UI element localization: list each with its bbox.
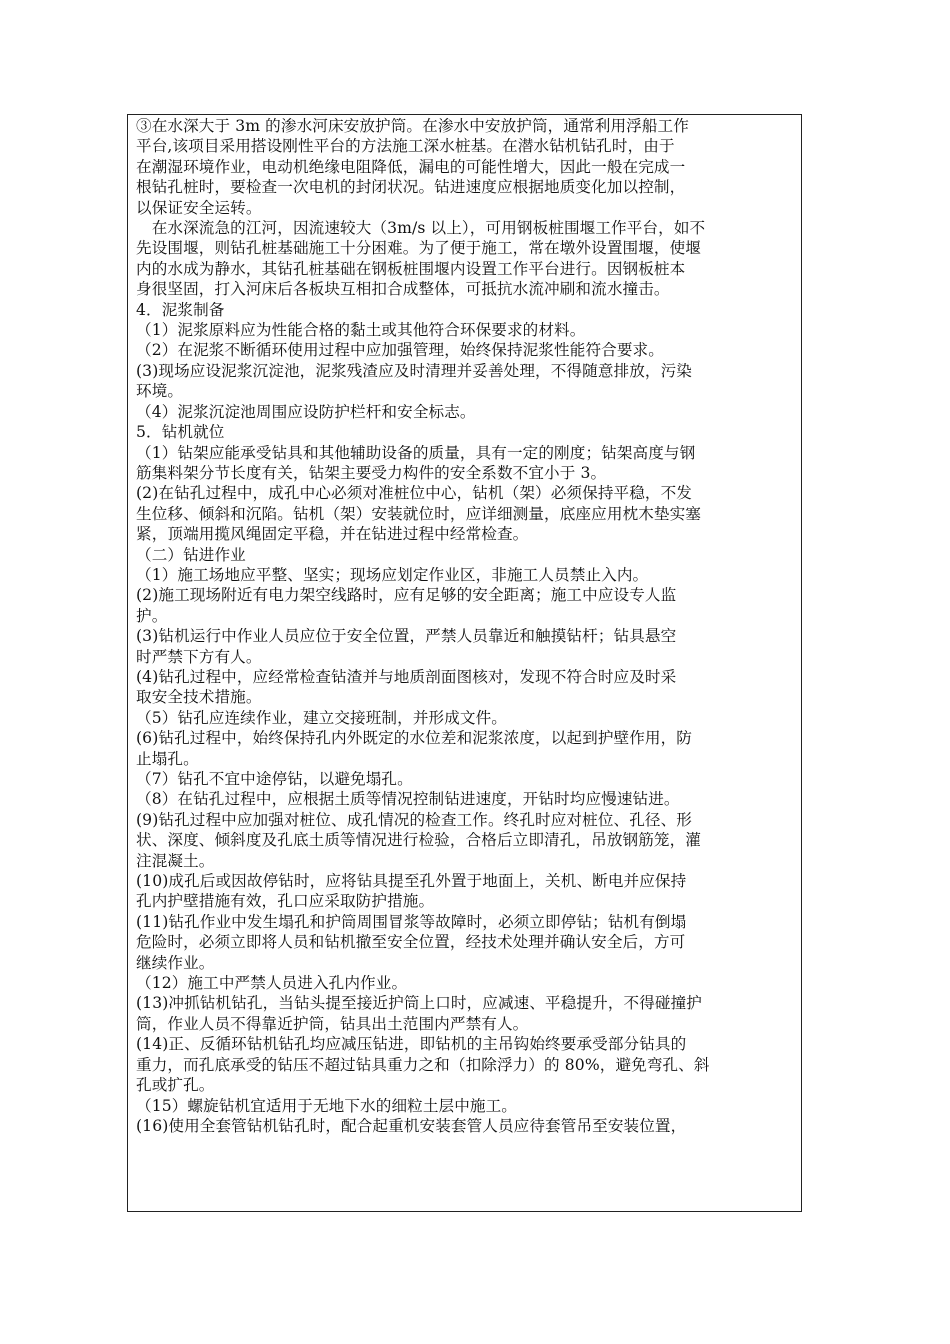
text-line: (16)使用全套管钻机钻孔时，配合起重机安装套管人员应待套管吊至安装位置， xyxy=(136,1116,687,1135)
text-line: 内的水成为静水，其钻孔桩基础在钢板桩围堰内设置工作平台进行。因钢板桩本 xyxy=(136,259,686,278)
text-line: ③在水深大于 3m 的渗水河床安放护筒。在渗水中安放护筒，通常利用浮船工作 xyxy=(136,117,689,135)
text-line: 止塌孔。 xyxy=(136,749,199,768)
text-line: (6)钻孔过程中，始终保持孔内外既定的水位差和泥浆浓度，以起到护壁作用，防 xyxy=(136,729,692,748)
section-heading: （二）钻进作业 xyxy=(136,545,246,564)
text-line: (11)钻孔作业中发生塌孔和护筒周围冒浆等故障时，必须立即停钻；钻机有倒塌 xyxy=(136,912,687,931)
text-line: 状、深度、倾斜度及孔底土质等情况进行检验，合格后立即清孔，吊放钢筋笼，灌 xyxy=(136,831,701,850)
text-line: 继续作业。 xyxy=(136,953,215,972)
text-line: (3)现场应设泥浆沉淀池，泥浆残渣应及时清理并妥善处理，不得随意排放，污染 xyxy=(136,361,692,380)
text-line: 护。 xyxy=(136,606,168,625)
text-line: 重力，而孔底承受的钻压不超过钻具重力之和（扣除浮力）的 80%，避免弯孔、斜 xyxy=(136,1055,710,1074)
text-line: （8）在钻孔过程中，应根据土质等情况控制钻进速度，开钻时均应慢速钻进。 xyxy=(136,790,680,809)
document-body xyxy=(128,115,801,1136)
text-line: (3)钻机运行中作业人员应位于安全位置，严禁人员靠近和触摸钻杆；钻具悬空 xyxy=(136,627,677,646)
text-line: 环境。 xyxy=(136,382,184,401)
text-line: （15）螺旋钻机宜适用于无地下水的细粒土层中施工。 xyxy=(136,1096,517,1115)
text-line: (13)冲抓钻机钻孔，当钻头提至接近护筒上口时，应减速、平稳提升，不得碰撞护 xyxy=(136,994,702,1013)
text-line: 孔内护壁措施有效，孔口应采取防护措施。 xyxy=(136,892,435,911)
text-line: 先设围堰，则钻孔桩基础施工十分困难。为了便于施工，常在墩外设置围堰，使堰 xyxy=(136,239,701,258)
text-line: 平台,该项目采用搭设刚性平台的方法施工深水桩基。在潜水钻机钻孔时，由于 xyxy=(136,137,675,156)
text-line: （1）施工场地应平整、坚实；现场应划定作业区，非施工人员禁止入内。 xyxy=(136,565,649,584)
text-line: (2)施工现场附近有电力架空线路时，应有足够的安全距离；施工中应设专人监 xyxy=(136,586,677,605)
text-line: 在潮湿环境作业，电动机绝缘电阻降低，漏电的可能性增大，因此一般在完成一 xyxy=(136,157,686,176)
text-line: （12）施工中严禁人员进入孔内作业。 xyxy=(136,974,408,993)
text-line: （1）钻架应能承受钻具和其他辅助设备的质量，具有一定的刚度；钻架高度与钢 xyxy=(136,443,696,462)
text-line: (9)钻孔过程中应加强对桩位、成孔情况的检查工作。终孔时应对桩位、孔径、形 xyxy=(136,810,692,829)
text-line: 筋集料架分节长度有关，钻架主要受力构件的安全系数不宜小于 3。 xyxy=(136,463,607,482)
text-line: (10)成孔后或因故停钻时，应将钻具提至孔外置于地面上，关机、断电并应保持 xyxy=(136,872,687,891)
text-line: (2)在钻孔过程中，成孔中心必须对准桩位中心，钻机（架）必须保持平稳，不发 xyxy=(136,484,692,503)
text-line: （1）泥浆原料应为性能合格的黏土或其他符合环保要求的材料。 xyxy=(136,321,586,340)
text-line: 在水深流急的江河，因流速较大（3m/s 以上），可用钢板桩围堰工作平台，如不 xyxy=(136,219,706,238)
text-line: 根钻孔桩时，要检查一次电机的封闭状况。钻进速度应根据地质变化加以控制， xyxy=(136,178,686,197)
document-table-cell xyxy=(127,114,802,1212)
text-line: (4)钻孔过程中，应经常检查钻渣并与地质剖面图核对，发现不符合时应及时采 xyxy=(136,667,677,686)
text-line: （7）钻孔不宜中途停钻，以避免塌孔。 xyxy=(136,770,413,788)
text-line: 时严禁下方有人。 xyxy=(136,647,262,666)
section-heading: 5．钻机就位 xyxy=(136,423,225,442)
text-line: 生位移、倾斜和沉陷。钻机（架）安装就位时，应详细测量，底座应用枕木垫实塞 xyxy=(136,504,701,523)
section-heading: 4．泥浆制备 xyxy=(136,300,225,319)
text-line: 身很坚固，打入河床后各板块互相扣合成整体，可抵抗水流冲刷和流水撞击。 xyxy=(136,280,670,299)
text-line: 取安全技术措施。 xyxy=(136,688,262,707)
text-line: 孔或扩孔。 xyxy=(136,1076,215,1095)
text-line: (14)正、反循环钻机钻孔均应减压钻进，即钻机的主吊钩始终要承受部分钻具的 xyxy=(136,1035,687,1054)
text-line: 危险时，必须立即将人员和钻机撤至安全位置，经技术处理并确认安全后，方可 xyxy=(136,933,686,952)
text-line: 紧，顶端用揽风绳固定平稳，并在钻进过程中经常检查。 xyxy=(136,525,529,544)
text-line: 以保证安全运转。 xyxy=(136,198,262,217)
text-line: （4）泥浆沉淀池周围应设防护栏杆和安全标志。 xyxy=(136,402,476,421)
text-line: （5）钻孔应连续作业，建立交接班制，并形成文件。 xyxy=(136,708,507,727)
text-line: 注混凝土。 xyxy=(136,851,215,870)
text-line: （2）在泥浆不断循环使用过程中应加强管理，始终保持泥浆性能符合要求。 xyxy=(136,341,664,360)
text-line: 筒，作业人员不得靠近护筒，钻具出土范围内严禁有人。 xyxy=(136,1014,529,1033)
